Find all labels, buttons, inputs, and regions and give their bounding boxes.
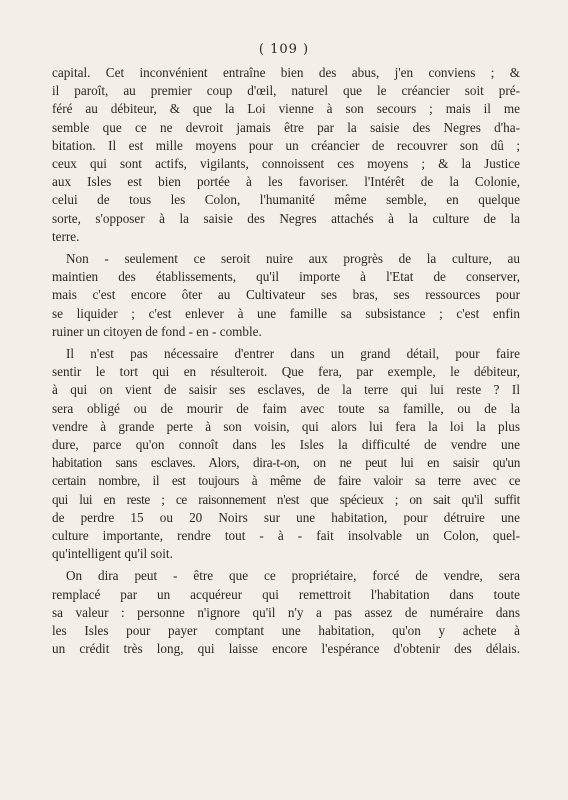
paragraph-3 xyxy=(52,345,520,563)
text-line: de perdre 15 ou 20 Noirs sur une habitation, pour détruire une xyxy=(52,509,520,525)
text-line: certain nombre, il est toujours à même de faire valoir sa terre avec ce xyxy=(52,473,520,489)
text-line: terre. xyxy=(52,228,80,244)
text-line: à qui on vient de saisir ses esclaves, de la terre qui lui reste ? Il xyxy=(52,382,520,398)
text-line: aux Isles est bien portée à les favoriser. l'Intérêt de la Colonie, xyxy=(52,174,520,190)
text-line: un crédit très long, qui laisse encore l'espérance d'obtenir des délais. xyxy=(52,641,520,657)
text-line: il paroît, au premier coup d'œil, naturel que le créancier soit pré- xyxy=(52,83,520,99)
text-line: remplacé par un acquéreur qui remettroit l'habitation dans toute xyxy=(52,586,520,602)
text-line: capital. Cet inconvénient entraîne bien des abus, j'en conviens ; & xyxy=(52,65,520,80)
text-line: sentir le tort qui en résulteroit. Que fera, par exemple, le débiteur, xyxy=(52,364,520,380)
text-line: les Isles pour payer comptant une habitation, qu'on y achete à xyxy=(52,623,520,639)
text-line: Non - seulement ce seroit nuire aux progrès de la culture, au xyxy=(66,251,520,267)
paragraph-4 xyxy=(52,567,520,658)
text-line: mais c'est encore ôter au Cultivateur ses bras, ses ressources pour xyxy=(52,287,520,303)
text-line: dure, parce qu'on connoît dans les Isles la difficulté de vendre une xyxy=(52,437,520,453)
text-line: se liquider ; c'est enlever à une famille sa subsistance ; c'est enfin xyxy=(52,305,520,321)
text-line: féré au débiteur, & que la Loi vienne à son secours ; mais il me xyxy=(52,101,520,117)
text-line: maintien des établissements, qu'il importe à l'Etat de conserver, xyxy=(52,269,520,285)
text-line: Il n'est pas nécessaire d'entrer dans un grand détail, pour faire xyxy=(66,346,520,362)
text-line: ruiner un citoyen de fond - en - comble. xyxy=(52,323,262,339)
paragraph-2 xyxy=(52,250,520,341)
text-line: sorte, s'opposer à la saisie des Negres attachés à la culture de la xyxy=(52,210,520,226)
text-line: semble que ce ne devroit jamais être par la saisie des Negres d'ha- xyxy=(52,119,520,135)
text-line: habitation sans esclaves. Alors, dira-t-on, on ne peut lui en saisir qu'un xyxy=(52,455,520,471)
body-text xyxy=(52,64,520,659)
text-line: qu'intelligent qu'il soit. xyxy=(52,546,173,562)
text-line: celui de tous les Colon, l'humanité même semble, en quelque xyxy=(52,192,520,208)
text-line: vendre à grande perte à son voisin, qui alors lui fera la loi la plus xyxy=(52,418,520,434)
text-line: ceux qui sont actifs, vigilants, connoissent ces moyens ; & la Justice xyxy=(52,156,520,172)
text-line: sera obligé ou de mourir de faim avec toute sa famille, ou de la xyxy=(52,400,520,416)
text-line: qui lui en reste ; ce raisonnement n'est que spécieux ; on sait qu'il suffit xyxy=(52,491,520,507)
text-line: bitation. Il est mille moyens pour un créancier de recouvrer son dû ; xyxy=(52,137,520,153)
paragraph-1 xyxy=(52,64,520,246)
text-line: sa valeur : personne n'ignore qu'il n'y a pas assez de numéraire dans xyxy=(52,604,520,620)
text-line: On dira peut - être que ce propriétaire, forcé de vendre, sera xyxy=(66,568,520,584)
text-line: culture importante, rendre tout - à - fait insolvable un Colon, quel- xyxy=(52,528,520,544)
page-number: ( 109 ) xyxy=(258,42,310,57)
